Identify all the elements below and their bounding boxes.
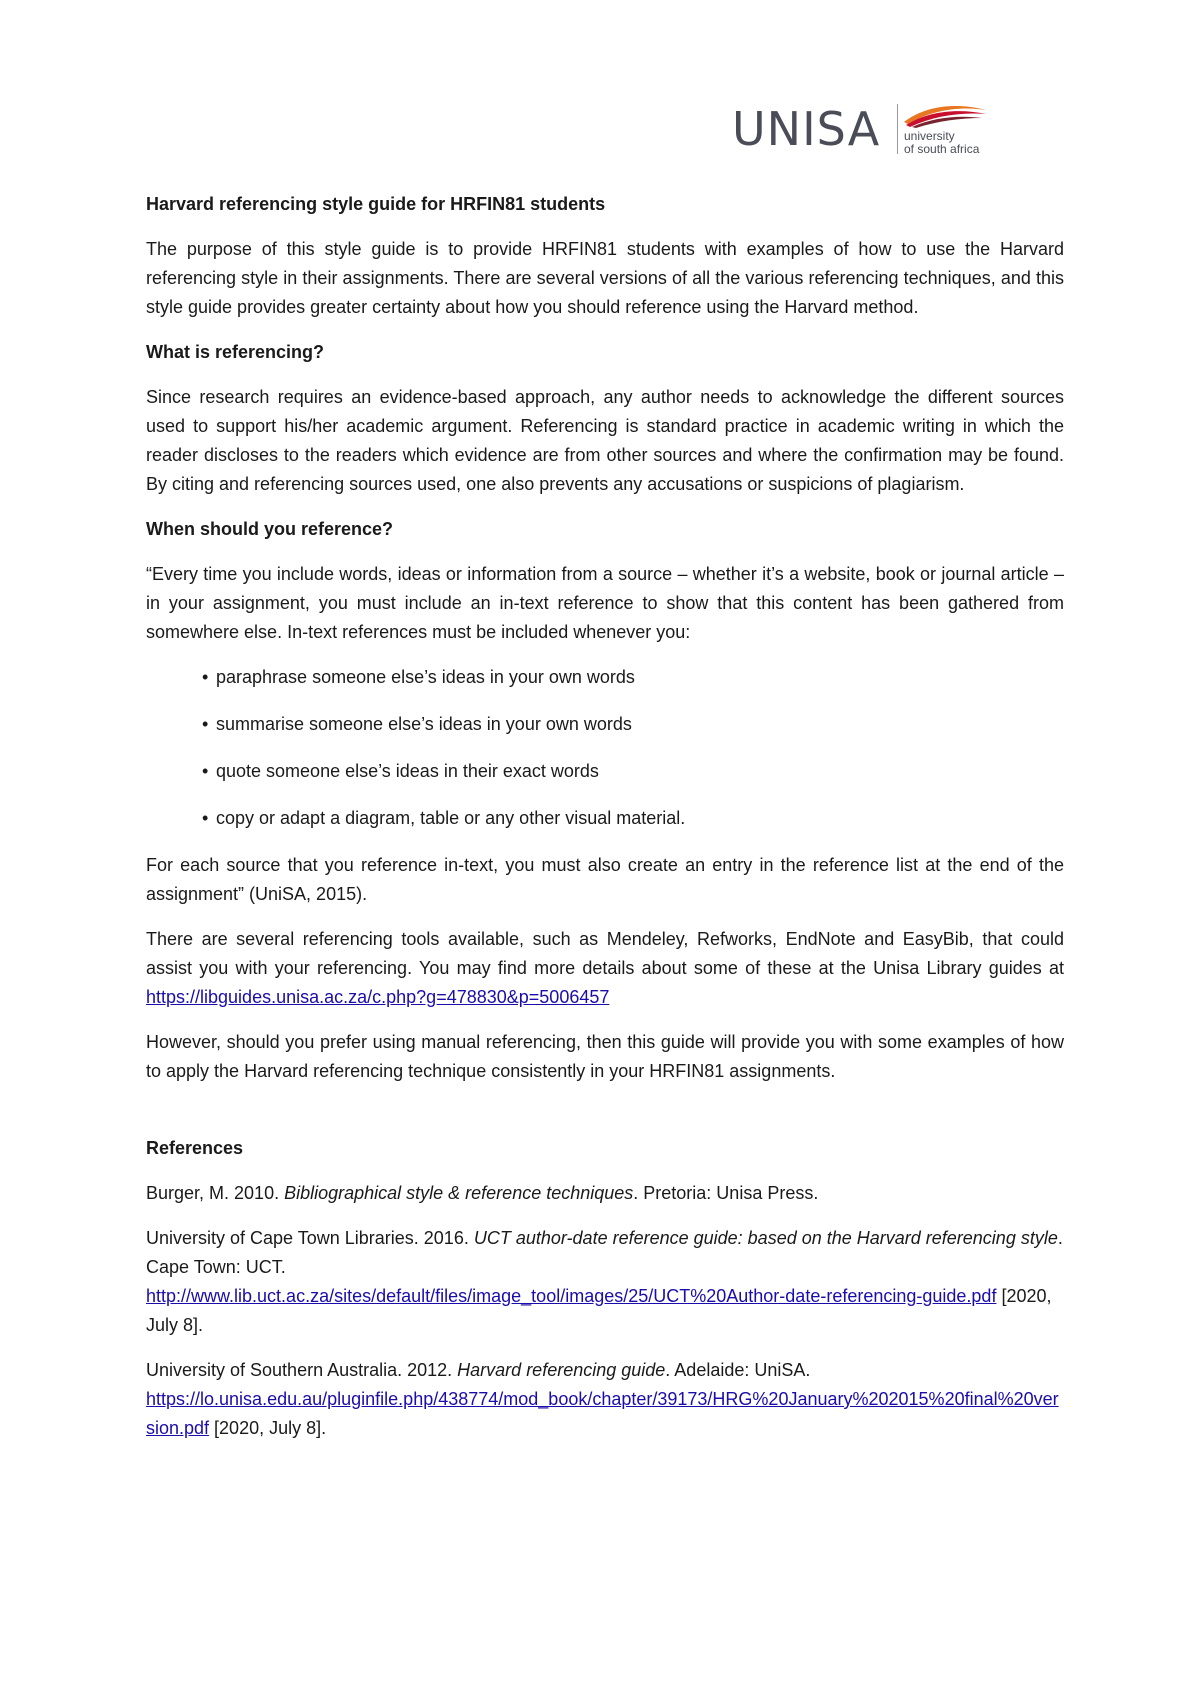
ref-title: Bibliographical style & reference techniques bbox=[284, 1183, 634, 1203]
list-item-text: quote someone else’s ideas in their exact words bbox=[216, 761, 599, 781]
ref-title: Harvard referencing guide bbox=[457, 1360, 666, 1380]
bullet-icon: • bbox=[202, 667, 209, 687]
what-is-referencing-paragraph: Since research requires an evidence-based approach, any author needs to acknowledge the different sources used to support his/her academic argument. Referencing is standard practice in academic writing in which the reader discloses to the readers which evidence are from other sources and where the confirmation may be found. By citing and referencing sources used, one also prevents any accusations or suspicions of plagiarism. bbox=[146, 387, 1064, 494]
reference-entry-burger bbox=[146, 1179, 1064, 1208]
logo-swoosh-icon bbox=[900, 100, 990, 130]
uct-guide-link[interactable]: http://www.lib.uct.ac.za/sites/default/files/image_tool/images/25/UCT%20Author-date-referencing-guide.pdf bbox=[146, 1286, 997, 1306]
libguides-link[interactable]: https://libguides.unisa.ac.za/c.php?g=478830&p=5006457 bbox=[146, 987, 610, 1007]
ref-publisher: . Adelaide: UniSA. bbox=[665, 1360, 811, 1380]
ref-accessed: [2020, July 8]. bbox=[209, 1418, 327, 1438]
bullet-icon: • bbox=[202, 808, 209, 828]
list-item-text: paraphrase someone else’s ideas in your own words bbox=[216, 667, 635, 687]
logo-divider bbox=[897, 104, 898, 154]
bullet-icon: • bbox=[202, 761, 209, 781]
ref-title: UCT author-date reference guide: based on the Harvard referencing style bbox=[473, 1228, 1058, 1248]
ref-text: University of Southern Australia. 2012. bbox=[146, 1360, 458, 1380]
tools-paragraph bbox=[146, 925, 1064, 1012]
list-item bbox=[146, 710, 1064, 739]
quote-paragraph: “Every time you include words, ideas or information from a source – whether it’s a website, book or journal article – in your assignment, you must include an in-text reference to show that this content has been gathered from somewhere else. In-text references must be included whenever you: bbox=[146, 564, 1064, 642]
logo-subtitle bbox=[904, 130, 979, 156]
document-title: Harvard referencing style guide for HRFIN81 students bbox=[146, 194, 606, 214]
ref-text: Burger, M. 2010. bbox=[146, 1183, 285, 1203]
ref-text: University of Cape Town Libraries. 2016. bbox=[146, 1228, 474, 1248]
reference-entry-uct bbox=[146, 1224, 1064, 1340]
section-heading-when-to-reference: When should you reference? bbox=[146, 519, 394, 539]
intro-paragraph: The purpose of this style guide is to provide HRFIN81 students with examples of how to use the Harvard referencing style in their assignments. There are several versions of all the various referencing techniques, and this style guide provides greater certainty about how you should reference using the Harvard method. bbox=[146, 239, 1064, 317]
list-item bbox=[146, 804, 1064, 833]
ref-publisher: . Pretoria: Unisa Press. bbox=[633, 1183, 819, 1203]
list-item bbox=[146, 757, 1064, 786]
bullet-list bbox=[146, 663, 1064, 833]
unisa-logo bbox=[732, 98, 987, 162]
document-body bbox=[146, 190, 1064, 1459]
reference-entry-unisa-au bbox=[146, 1356, 1064, 1443]
ref-publisher: . Cape Town: UCT. bbox=[146, 1228, 1063, 1277]
list-item-text: copy or adapt a diagram, table or any other visual material. bbox=[216, 808, 686, 828]
logo-wordmark: UNISA bbox=[732, 102, 881, 156]
unisa-au-guide-link[interactable]: https://lo.unisa.edu.au/pluginfile.php/438774/mod_book/chapter/39173/HRG%20January%202015%20final%20version.pdf bbox=[146, 1389, 1059, 1438]
quote-end-paragraph: For each source that you reference in-text, you must also create an entry in the reference list at the end of the assignment” (UniSA, 2015). bbox=[146, 855, 1064, 904]
list-item bbox=[146, 663, 1064, 692]
tools-text: There are several referencing tools available, such as Mendeley, Refworks, EndNote and EasyBib, that could assist you with your referencing. You may find more details about some of these at the Unisa Library guides at bbox=[146, 929, 1064, 978]
manual-referencing-paragraph: However, should you prefer using manual referencing, then this guide will provide you with some examples of how to apply the Harvard referencing technique consistently in your HRFIN81 assignments. bbox=[146, 1032, 1064, 1081]
list-item-text: summarise someone else’s ideas in your own words bbox=[216, 714, 632, 734]
bullet-icon: • bbox=[202, 714, 209, 734]
ref-accessed: [2020, July 8]. bbox=[146, 1286, 1052, 1335]
references-heading: References bbox=[146, 1138, 244, 1158]
logo-subtitle-line2: of south africa bbox=[904, 142, 980, 156]
logo-subtitle-line1: university bbox=[904, 129, 955, 143]
section-heading-what-is-referencing: What is referencing? bbox=[146, 342, 325, 362]
